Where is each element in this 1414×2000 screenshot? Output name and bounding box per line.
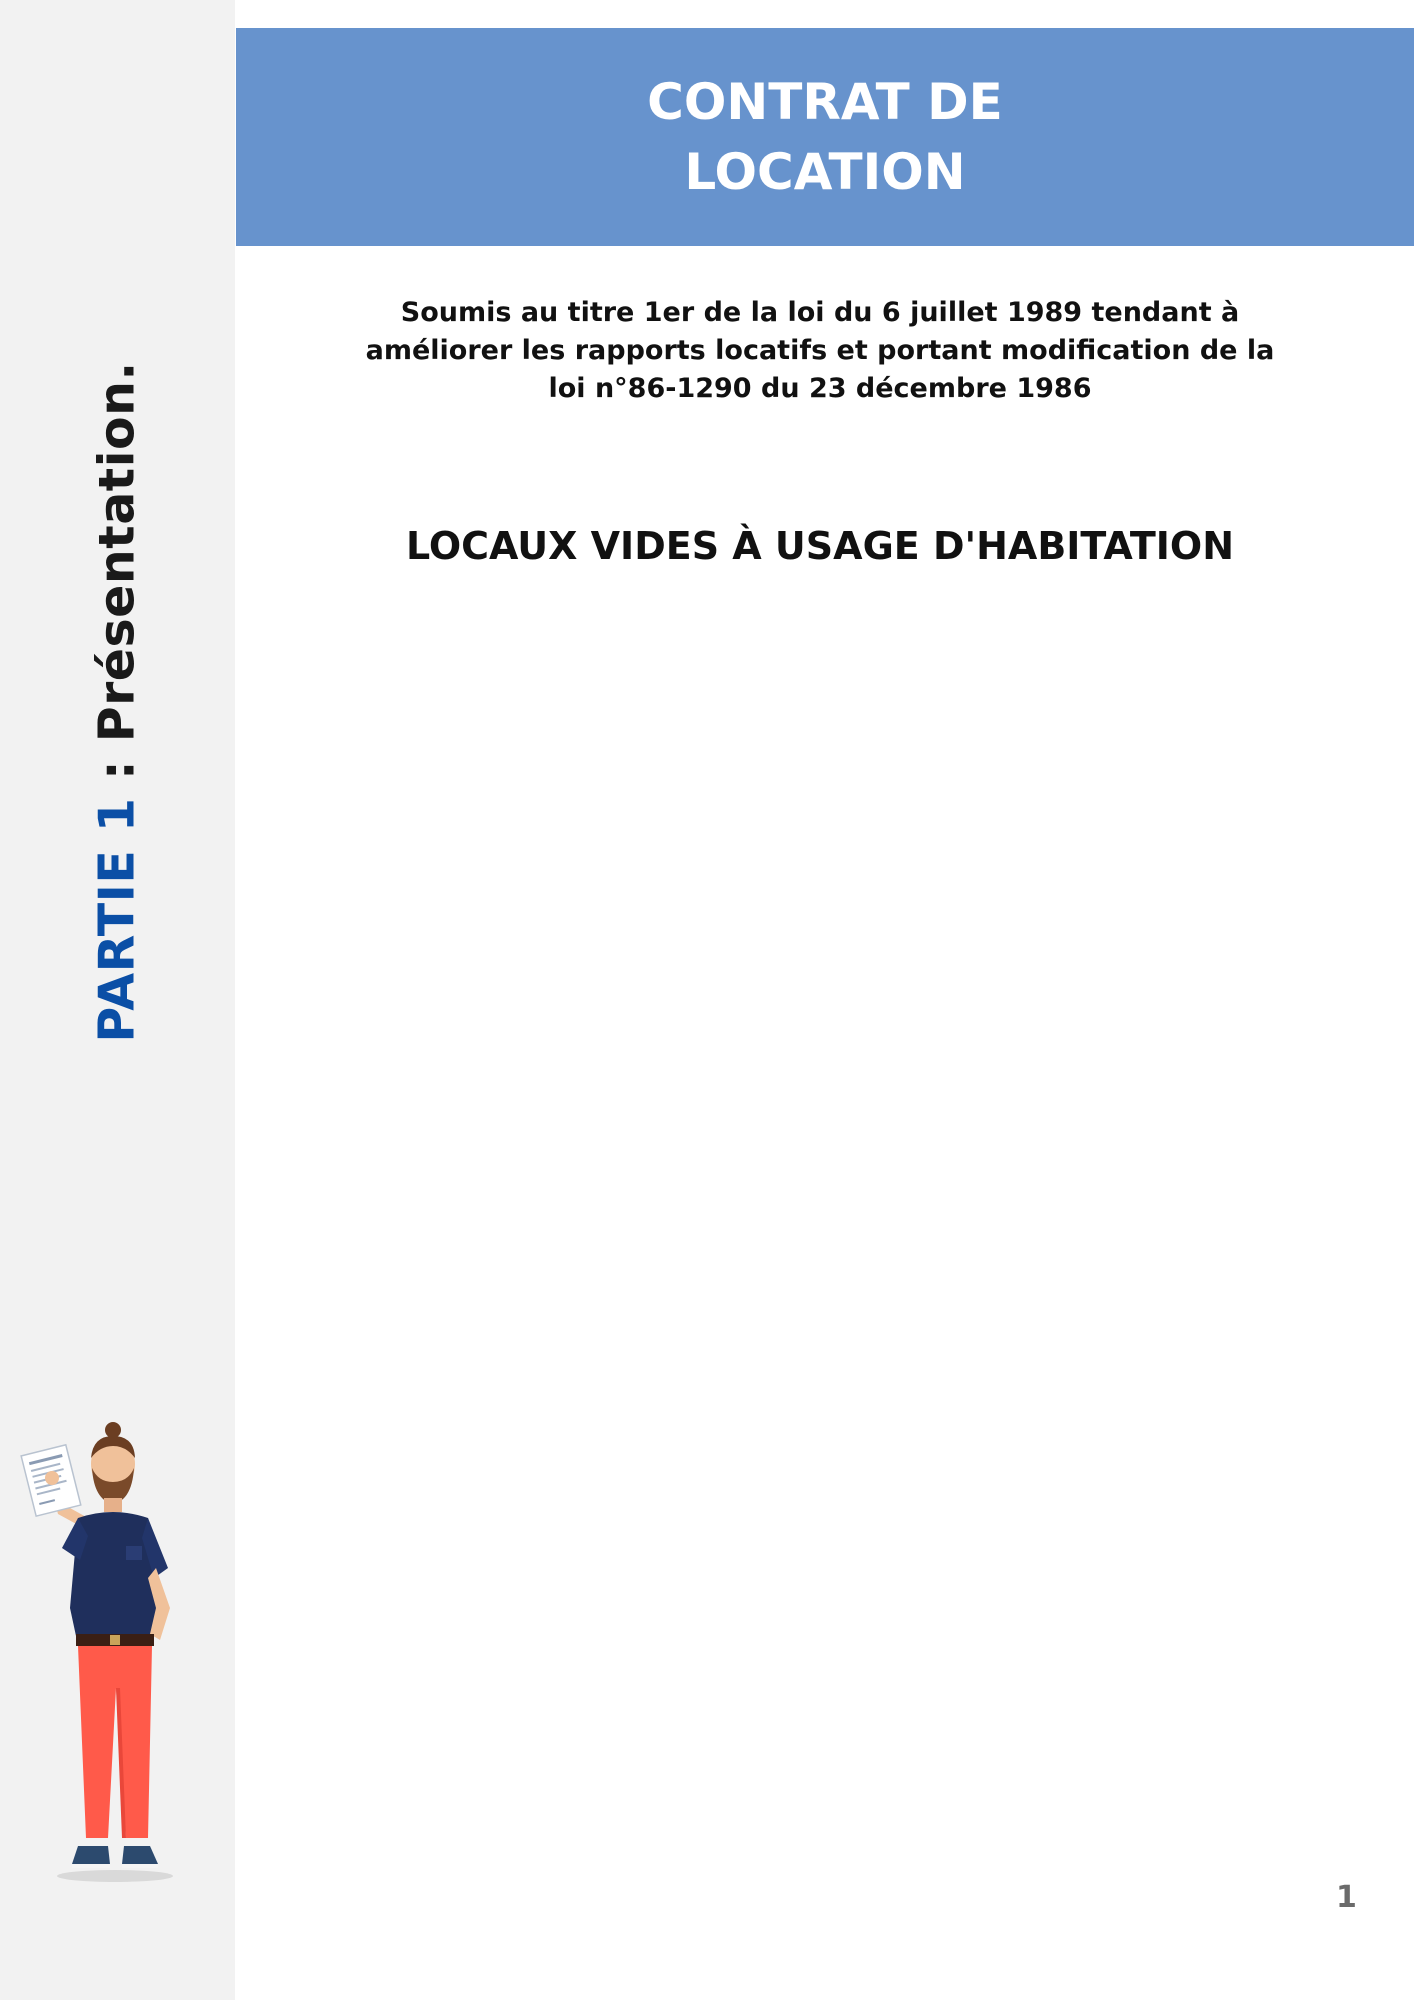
section-title-vertical bbox=[89, 361, 146, 1042]
page-number: 1 bbox=[1336, 1880, 1357, 1915]
legal-subtitle bbox=[236, 294, 1404, 408]
section-part-name: : Présentation. bbox=[88, 361, 146, 798]
title-line-1: CONTRAT DE bbox=[647, 73, 1003, 131]
man-holding-contract-illustration bbox=[18, 1418, 198, 1898]
section-part-label: PARTIE 1 bbox=[88, 797, 146, 1043]
subtitle-line-3: loi n°86-1290 du 23 décembre 1986 bbox=[548, 373, 1092, 404]
subtitle-line-2: améliorer les rapports locatifs et portant modification de la bbox=[365, 335, 1275, 366]
title-banner bbox=[236, 28, 1414, 246]
sidebar-panel bbox=[0, 0, 235, 2000]
title-line-2: LOCATION bbox=[684, 143, 966, 201]
subtitle-line-1: Soumis au titre 1er de la loi du 6 juillet 1989 tendant à bbox=[400, 297, 1240, 328]
section-heading: LOCAUX VIDES À USAGE D'HABITATION bbox=[405, 524, 1235, 568]
